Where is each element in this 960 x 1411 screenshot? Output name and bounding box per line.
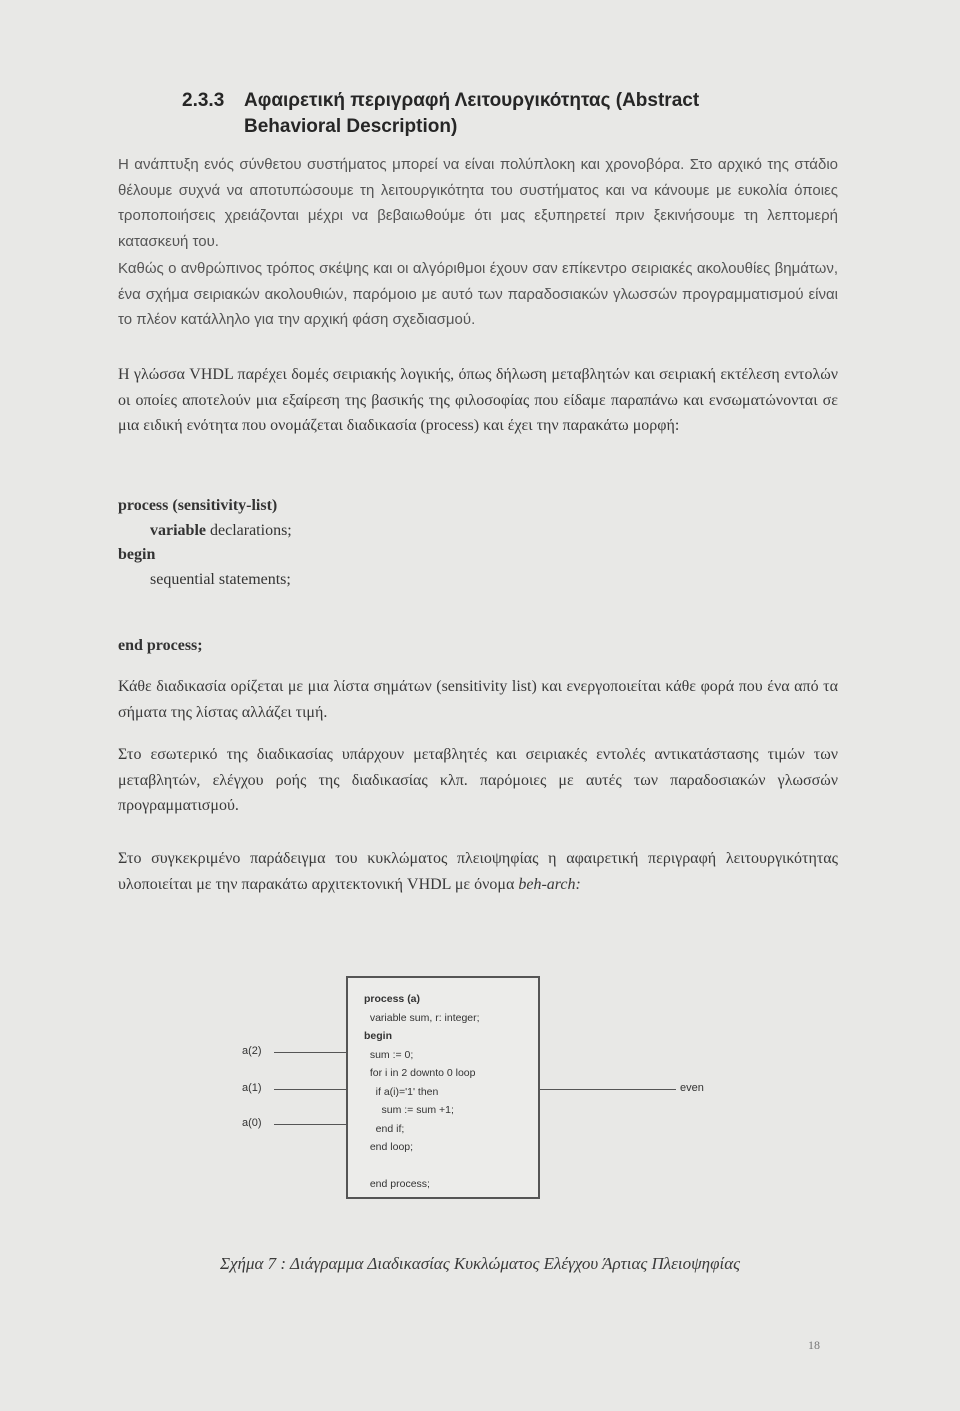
section-number: 2.3.3 xyxy=(182,90,225,111)
page-number: 18 xyxy=(808,1338,820,1352)
paragraph-intro: Η ανάπτυξη ενός σύνθετου συστήματος μπορεί να είναι πολύπλοκη και χρονοβόρα. Στο αρχικό της στάδιο θέλουμε συχνά να αποτυπώσουμε τη λειτουργικότητα του συστήματος και να κάνουμε με ευκολία όποιες τροποποιήσεις χρειάζονται μέχρι να βεβαιωθούμε ότι μας εξυπηρετεί πριν ξεκινήσουμε τη λεπτομερή κατασκευή του. xyxy=(118,156,838,250)
section-title-line2: Behavioral Description) xyxy=(244,116,458,137)
template-line-variable: variable declarations; xyxy=(150,521,292,539)
figure-caption: Σχήμα 7 : Διάγραμμα Διαδικασίας Κυκλώματος Ελέγχου Άρτιας Πλειοψηφίας xyxy=(219,1254,741,1273)
process-box xyxy=(346,976,540,1199)
paragraph-example: Στο συγκεκριμένο παράδειγμα του κυκλώματος πλειοψηφίας η αφαιρετική περιγραφή λειτουργικότητας υλοποιείται με την παρακάτω αρχιτεκτονική VHDL με όνομα beh-arch: xyxy=(118,850,838,893)
template-line-end: end process; xyxy=(118,637,203,654)
template-line-begin: begin xyxy=(118,546,156,563)
process-diagram xyxy=(230,970,730,1210)
output-label-even: even xyxy=(680,1082,704,1094)
section-heading xyxy=(182,88,822,140)
template-line-statements: sequential statements; xyxy=(150,570,291,588)
process-code: process (a) variable sum, r: integer; begin sum := 0; for i in 2 downto 0 loop if a(i)='1' then sum := sum +1; end if; end loop; end process; xyxy=(364,993,480,1190)
input-label-a0: a(0) xyxy=(242,1117,262,1129)
architecture-name: beh-arch: xyxy=(518,875,581,893)
input-label-a1: a(1) xyxy=(242,1082,262,1094)
paragraph-internal: Στο εσωτερικό της διαδικασίας υπάρχουν μεταβλητές και σειριακές εντολές αντικατάστασης τιμών των μεταβλητών, ελέγχου ροής της διαδικασίας κλπ. παρόμοιες με αυτές των παραδοσιακών γλωσσών προγραμματισμού. xyxy=(118,746,838,815)
section-title-line1: Αφαιρετική περιγραφή Λειτουργικότητας (Abstract xyxy=(244,90,700,111)
input-wire-a2 xyxy=(274,1052,346,1053)
output-wire xyxy=(540,1089,676,1090)
template-line-process: process (sensitivity-list) xyxy=(118,497,278,514)
paragraph-sequential: Καθώς ο ανθρώπινος τρόπος σκέψης και οι αλγόριθμοι έχουν σαν επίκεντρο σειριακές ακολουθίες βημάτων, ένα σχήμα σειριακών ακολουθιών, παρόμοιο με αυτό των παραδοσιακών γλωσσών προγραμματισμού είναι το πλέον κατάλληλο για την αρχική φάση σχεδιασμού. xyxy=(118,260,838,329)
input-label-a2: a(2) xyxy=(242,1045,262,1057)
input-wire-a1 xyxy=(274,1089,346,1090)
paragraph-sensitivity: Κάθε διαδικασία ορίζεται με μια λίστα σημάτων (sensitivity list) και ενεργοποιείται κάθε φορά που ένα από τα σήματα της λίστας αλλάζει τιμή. xyxy=(118,678,838,721)
paragraph-vhdl-process: Η γλώσσα VHDL παρέχει δομές σειριακής λογικής, όπως δήλωση μεταβλητών και σειριακή εκτέλεση εντολών οι οποίες αποτελούν μια εξαίρεση της βασικής της φιλοσοφίας που είδαμε παραπάνω και ενσωματώνονται σε μια ειδική ενότητα που ονομάζεται διαδικασία (process) και έχει την παρακάτω μορφή: xyxy=(118,366,838,435)
process-template xyxy=(118,494,518,659)
input-wire-a0 xyxy=(274,1124,346,1125)
